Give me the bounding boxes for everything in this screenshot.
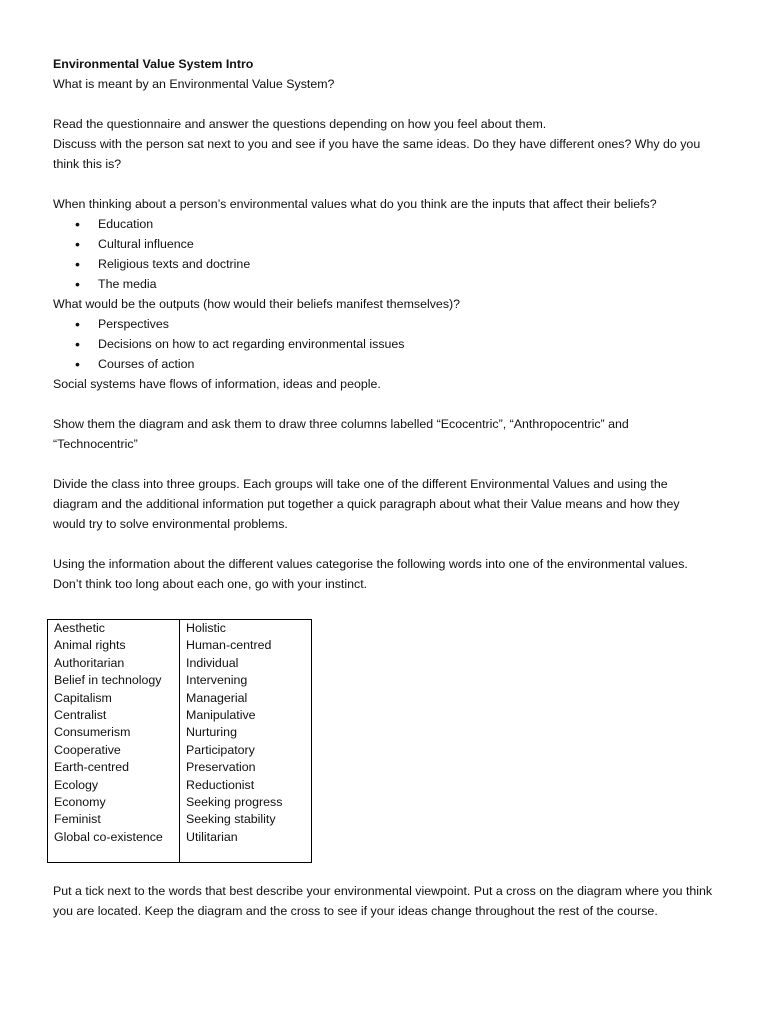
spacer xyxy=(53,534,715,554)
discuss-instruction: Discuss with the person sat next to you and see if you have the same ideas. Do they have different ones? Why do you think this is? xyxy=(53,137,701,171)
table-cell: Earth-centred xyxy=(54,760,130,775)
table-cell: Utilitarian xyxy=(186,829,238,844)
outputs-list xyxy=(53,314,715,374)
table-cell: Holistic xyxy=(186,621,226,635)
spacer xyxy=(53,454,715,474)
spacer xyxy=(53,394,715,414)
table-cell: Preservation xyxy=(186,760,256,775)
table-cell: Global co-existence xyxy=(54,829,163,844)
table-cell: Economy xyxy=(54,795,106,810)
list-item: • Decisions on how to act regarding environmental issues xyxy=(53,334,715,354)
table-cell: Managerial xyxy=(186,690,248,705)
table-cell: Cooperative xyxy=(54,742,121,757)
outputs-question: What would be the outputs (how would their beliefs manifest themselves)? xyxy=(53,297,461,311)
document-title: Environmental Value System Intro xyxy=(53,57,254,71)
list-item: • Cultural influence xyxy=(53,234,715,254)
table-cell: Belief in technology xyxy=(54,673,162,688)
list-item: • Courses of action xyxy=(53,354,715,374)
table-cell: Consumerism xyxy=(54,725,131,740)
word-table xyxy=(47,619,312,863)
table-cell: Feminist xyxy=(54,812,101,827)
closing-instruction: Put a tick next to the words that best describe your environmental viewpoint. Put a cross on the diagram where you think you are located. Keep the diagram and the cross to see if your ideas change throughout the rest of the course. xyxy=(53,884,713,918)
table-cell: Nurturing xyxy=(186,725,237,740)
table-cell: Seeking stability xyxy=(186,812,276,827)
word-column-1 xyxy=(48,620,180,862)
table-cell: Centralist xyxy=(54,708,107,723)
table-cell: Participatory xyxy=(186,742,255,757)
table-cell: Intervening xyxy=(186,673,248,688)
groups-instruction: Divide the class into three groups. Each groups will take one of the different Environmental Values and using the diagram and the additional information put together a quick paragraph about what their Value means and how they would try to solve environmental problems. xyxy=(53,477,680,531)
social-systems-line: Social systems have flows of information, ideas and people. xyxy=(53,377,381,391)
table-cell: Seeking progress xyxy=(186,795,283,810)
list-item: • Perspectives xyxy=(53,314,715,334)
read-instruction: Read the questionnaire and answer the questions depending on how you feel about them. xyxy=(53,117,547,131)
table-cell: Authoritarian xyxy=(54,655,125,670)
intro-question: What is meant by an Environmental Value System? xyxy=(53,77,335,91)
table-cell: Ecology xyxy=(54,777,99,792)
table-cell: Aesthetic xyxy=(54,621,105,635)
spacer xyxy=(53,174,715,194)
list-item: • The media xyxy=(53,274,715,294)
spacer xyxy=(53,94,715,114)
categorise-instruction: Using the information about the different values categorise the following words into one of the environmental values. Don’t think too long about each one, go with your instinct. xyxy=(53,557,688,591)
table-cell: Manipulative xyxy=(186,708,256,723)
table-cell: Reductionist xyxy=(186,777,255,792)
table-cell: Human-centred xyxy=(186,638,272,653)
table-cell: Animal rights xyxy=(54,638,126,653)
list-item: • Religious texts and doctrine xyxy=(53,254,715,274)
table-cell: Capitalism xyxy=(54,690,112,705)
table-cell: Individual xyxy=(186,655,239,670)
inputs-list xyxy=(53,214,715,294)
inputs-question: When thinking about a person’s environmental values what do you think are the inputs that affect their beliefs? xyxy=(53,197,657,211)
list-item: • Education xyxy=(53,214,715,234)
document-body xyxy=(53,54,715,594)
word-column-2 xyxy=(180,620,311,862)
diagram-instruction: Show them the diagram and ask them to draw three columns labelled “Ecocentric”, “Anthropocentric” and “Technocentric” xyxy=(53,417,629,451)
